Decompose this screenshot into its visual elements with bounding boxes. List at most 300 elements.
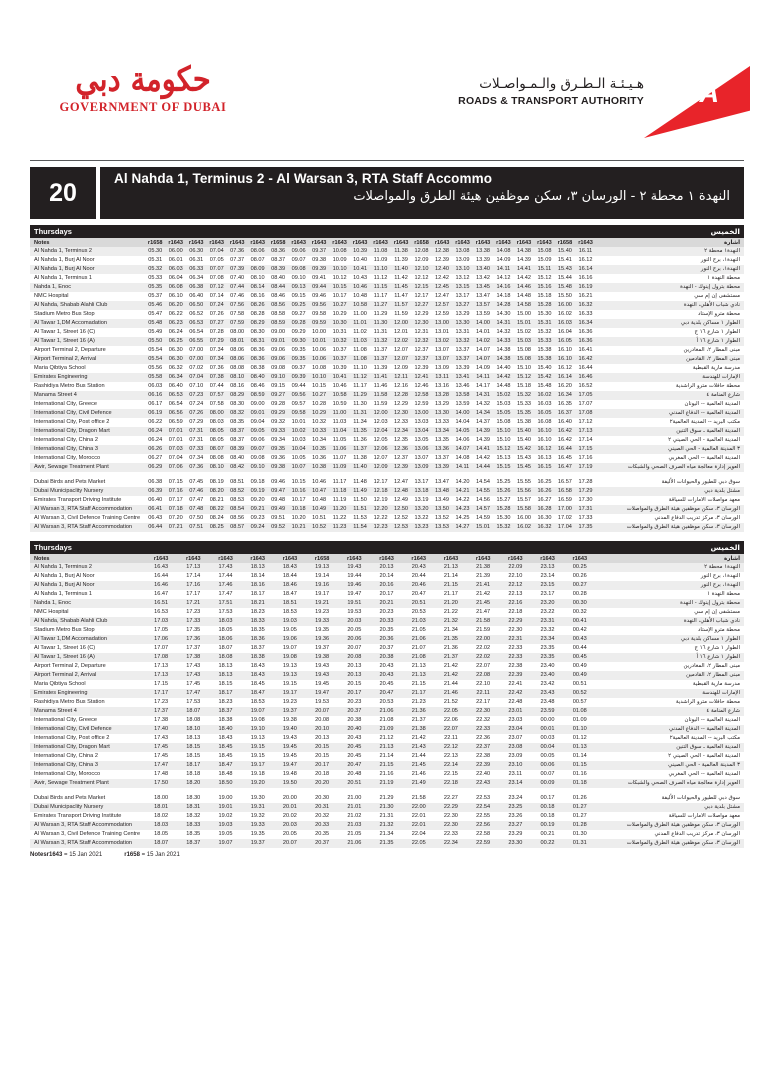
- departure-time: 22.14: [435, 761, 467, 770]
- departure-time: 15.01: [514, 319, 534, 328]
- stop-name: Manama Street 4: [30, 707, 145, 716]
- departure-time: 16.32: [534, 523, 554, 532]
- departure-time: 16.25: [537, 479, 552, 486]
- header-divider: [30, 160, 744, 161]
- departure-time: 08.35: [230, 419, 245, 426]
- departure-time: 15.28: [493, 505, 513, 514]
- stop-name: Emirates Engineering: [30, 373, 145, 382]
- departure-time: 10.43: [353, 275, 368, 282]
- departure-time: 06.38: [186, 283, 206, 292]
- departure-time: 22.42: [499, 689, 531, 698]
- departure-time: 14.30: [496, 311, 511, 318]
- departure-time: 14.55: [473, 487, 493, 496]
- departure-time: 10.27: [329, 301, 349, 310]
- departure-time: 15.33: [516, 401, 531, 408]
- departure-time: 20.13: [315, 735, 330, 742]
- table-row: [30, 617, 744, 626]
- stop-name: Al Warsan 3, RTA Staff Accommodation: [30, 505, 145, 514]
- departure-time: 21.22: [443, 609, 458, 616]
- table-row: [30, 436, 744, 445]
- departure-time: 20.15: [347, 681, 362, 688]
- departure-time: 10.36: [312, 455, 327, 462]
- departure-time: 08.40: [230, 455, 245, 462]
- departure-time: 17.30: [578, 497, 593, 504]
- departure-time: 20.43: [347, 735, 362, 742]
- departure-time: 16.08: [537, 419, 552, 426]
- departure-time: 13.57: [473, 301, 493, 310]
- departure-time: 13.27: [452, 301, 472, 310]
- departure-time: 18.43: [218, 735, 233, 742]
- day-label: Thursdays: [30, 541, 370, 554]
- departure-time: 15.18: [516, 383, 531, 390]
- departure-time: 09.25: [288, 301, 308, 310]
- departure-time: 19.48: [282, 771, 297, 778]
- departure-time: 01.28: [564, 821, 596, 830]
- departure-time: 19.43: [306, 671, 338, 680]
- departure-time: 19.38: [306, 653, 338, 662]
- trip-note-15: r1643: [432, 238, 452, 247]
- departure-time: 22.41: [508, 681, 523, 688]
- stop-name: Emirates Transport Driving Institute: [34, 497, 122, 504]
- departure-time: 07.58: [209, 401, 224, 408]
- trip-note-2: r1643: [177, 554, 209, 563]
- departure-time: 13.37: [452, 355, 472, 364]
- departure-time: 22.59: [467, 839, 499, 848]
- departure-time: 23.24: [508, 795, 523, 802]
- departure-time: 15.33: [534, 337, 554, 346]
- departure-time: 20.07: [306, 707, 338, 716]
- departure-time: 16.04: [557, 329, 572, 336]
- departure-time: 15.38: [516, 419, 531, 426]
- departure-time: 12.05: [373, 437, 388, 444]
- departure-time: 01.08: [564, 707, 596, 716]
- departure-time: 20.07: [274, 839, 306, 848]
- departure-time: 12.16: [394, 383, 409, 390]
- departure-time: 14.37: [475, 419, 490, 426]
- departure-time: 14.11: [473, 373, 493, 382]
- stop-name: Stadium Metro Bus Stop: [34, 311, 95, 318]
- departure-time: 13.05: [414, 437, 429, 444]
- departure-time: 11.37: [350, 445, 370, 454]
- departure-time: 14.00: [473, 319, 493, 328]
- departure-time: 10.00: [312, 329, 327, 336]
- departure-time: 09.28: [271, 401, 286, 408]
- departure-time: 06.59: [168, 419, 183, 426]
- departure-time: 23.34: [531, 635, 563, 644]
- departure-time: 23.20: [531, 599, 563, 608]
- departure-time: 11.00: [353, 311, 367, 318]
- departure-time: 19.07: [282, 645, 297, 652]
- departure-time: 14.27: [452, 523, 472, 532]
- departure-time: 15.18: [537, 293, 552, 300]
- departure-time: 20.38: [347, 717, 362, 724]
- departure-time: 05.47: [148, 311, 163, 318]
- table-row: [30, 355, 744, 364]
- departure-time: 11.00: [329, 409, 349, 418]
- departure-time: 19.45: [274, 743, 306, 752]
- stop-name-arabic: النهدة١، برج النور: [700, 257, 740, 264]
- departure-time: 09.04: [250, 419, 265, 426]
- departure-time: 07.48: [186, 505, 206, 514]
- departure-time: 07.27: [206, 319, 226, 328]
- departure-time: 23.40: [531, 671, 563, 680]
- departure-time: 15.38: [537, 347, 552, 354]
- departure-time: 12.50: [391, 505, 411, 514]
- departure-time: 14.09: [496, 257, 511, 264]
- departure-time: 23.35: [540, 645, 555, 652]
- departure-time: 22.37: [467, 743, 499, 752]
- departure-time: 22.05: [435, 707, 467, 716]
- departure-time: 18.46: [274, 581, 306, 590]
- stop-name: Airport Terminal 2, Arrival: [30, 355, 145, 364]
- stop-name: Manama Street 4: [30, 391, 145, 400]
- departure-time: 21.44: [411, 753, 426, 760]
- departure-time: 07.07: [206, 265, 226, 274]
- departure-time: 15.48: [537, 383, 552, 390]
- departure-time: 19.33: [242, 821, 274, 830]
- departure-time: 08.40: [271, 275, 286, 282]
- column-header-row: [30, 554, 744, 563]
- departure-time: 01.13: [564, 743, 596, 752]
- departure-time: 14.41: [514, 265, 534, 274]
- departure-time: 09.35: [288, 355, 308, 364]
- departure-time: 11.09: [373, 257, 388, 264]
- trip-note-20: r1643: [534, 238, 554, 247]
- departure-time: 17.37: [145, 707, 177, 716]
- departure-time: 15.48: [555, 283, 575, 292]
- departure-time: 22.38: [476, 753, 491, 760]
- departure-time: 22.58: [476, 831, 491, 838]
- departure-time: 15.41: [557, 257, 572, 264]
- departure-time: 19.47: [306, 689, 338, 698]
- departure-time: 08.58: [271, 311, 286, 318]
- departure-time: 20.40: [338, 725, 370, 734]
- departure-time: 10.40: [353, 257, 368, 264]
- stop-name-arabic: العوير إدارة معالجة مياه الصرف الصحي والشبكات: [596, 463, 744, 472]
- departure-time: 15.09: [537, 257, 552, 264]
- departure-time: 08.56: [230, 515, 245, 522]
- departure-time: 15.16: [534, 283, 554, 292]
- departure-time: 20.16: [370, 581, 402, 590]
- departure-time: 19.32: [250, 813, 265, 820]
- departure-time: 18.08: [209, 653, 241, 662]
- departure-time: 09.10: [291, 275, 306, 282]
- departure-time: 10.48: [312, 497, 327, 504]
- table-row: [30, 743, 744, 752]
- departure-time: 06.40: [168, 383, 183, 390]
- departure-time: 19.18: [250, 771, 265, 778]
- departure-time: 09.08: [288, 265, 308, 274]
- departure-time: 09.35: [268, 445, 288, 454]
- notes-column-label-arabic: اشارة: [596, 238, 744, 247]
- departure-time: 18.08: [186, 717, 201, 724]
- departure-time: 06.34: [165, 373, 185, 382]
- departure-time: 19.44: [347, 573, 362, 580]
- departure-time: 18.30: [186, 795, 201, 802]
- departure-time: 08.30: [250, 329, 265, 336]
- departure-time: 12.31: [414, 329, 429, 336]
- departure-time: 10.09: [332, 257, 347, 264]
- stop-name-arabic: المدينة العالمية -- اليونان: [684, 717, 740, 724]
- departure-time: 19.21: [306, 599, 338, 608]
- departure-time: 00.18: [540, 813, 555, 820]
- departure-time: 19.07: [242, 707, 274, 716]
- departure-time: 19.15: [242, 743, 274, 752]
- departure-time: 18.53: [250, 699, 265, 706]
- departure-time: 06.16: [145, 391, 165, 400]
- departure-time: 10.06: [309, 355, 329, 364]
- departure-time: 06.31: [189, 257, 204, 264]
- departure-time: 13.20: [411, 505, 431, 514]
- departure-time: 00.44: [572, 645, 587, 652]
- departure-time: 09.06: [271, 347, 286, 354]
- departure-time: 20.37: [306, 839, 338, 848]
- departure-time: 17.13: [154, 663, 169, 670]
- stop-name-arabic: مكتب البريد -- المدينة العالمية٢: [669, 419, 740, 426]
- departure-time: 15.15: [493, 463, 513, 472]
- departure-time: 09.44: [291, 383, 306, 390]
- departure-time: 08.06: [227, 355, 247, 364]
- departure-time: 10.20: [291, 515, 306, 522]
- departure-time: 21.14: [443, 573, 458, 580]
- departure-time: 21.45: [467, 599, 499, 608]
- departure-time: 06.24: [148, 437, 163, 444]
- table-row: [30, 635, 744, 644]
- departure-time: 09.18: [250, 479, 265, 486]
- footer-notes-label: Notes: [30, 852, 47, 858]
- departure-time: 12.08: [411, 247, 431, 256]
- table-row: [30, 752, 744, 761]
- stop-name-arabic: الورسان ٣، سكن موظفين هيئة الطرق والمواصلات: [596, 505, 744, 514]
- departure-time: 18.13: [186, 735, 201, 742]
- stop-name: International City, China 2: [34, 753, 98, 760]
- departure-time: 21.03: [338, 821, 370, 830]
- departure-time: 16.36: [575, 337, 596, 346]
- departure-time: 11.31: [373, 329, 388, 336]
- stop-name: Al Warsan 3, Civil Defence Training Centre: [34, 831, 141, 838]
- timetable-page: [0, 59, 768, 1068]
- departure-time: 11.15: [370, 283, 390, 292]
- departure-time: 08.10: [206, 463, 226, 472]
- departure-time: 15.30: [496, 515, 511, 522]
- departure-time: 21.13: [370, 743, 402, 752]
- stop-name-arabic: النهدة١، برج النور: [596, 265, 744, 274]
- departure-time: 08.06: [247, 247, 267, 256]
- departure-time: 18.36: [242, 635, 274, 644]
- departure-time: 11.17: [373, 293, 388, 300]
- departure-time: 09.24: [247, 523, 267, 532]
- departure-time: 14.39: [516, 257, 531, 264]
- departure-time: 18.07: [218, 645, 233, 652]
- route-title-block: [100, 167, 744, 219]
- departure-time: 18.23: [250, 609, 265, 616]
- departure-time: 22.10: [508, 573, 523, 580]
- departure-time: 19.23: [315, 609, 330, 616]
- departure-time: 08.37: [227, 427, 247, 436]
- table-row: [30, 716, 744, 725]
- rta-wordmark-text: [458, 76, 644, 107]
- departure-time: 13.39: [432, 463, 452, 472]
- table-row: [30, 505, 744, 514]
- departure-time: 08.31: [247, 337, 267, 346]
- departure-time: 07.15: [168, 479, 183, 486]
- departure-time: 21.46: [411, 771, 426, 778]
- departure-time: 19.51: [338, 599, 370, 608]
- departure-time: 01.14: [572, 753, 587, 760]
- departure-time: 10.51: [312, 515, 327, 522]
- departure-time: 07.36: [209, 365, 224, 372]
- departure-time: 21.02: [347, 813, 362, 820]
- departure-time: 18.03: [145, 821, 177, 830]
- departure-time: 14.07: [475, 347, 490, 354]
- stop-name: Al Nahda 1, Burj Al Noor: [30, 581, 145, 590]
- departure-time: 20.15: [306, 743, 338, 752]
- gov-logo-arabic: حكومة دبي: [75, 59, 211, 99]
- departure-time: 10.16: [288, 487, 308, 496]
- departure-time: 15.42: [514, 445, 534, 454]
- departure-time: 16.02: [557, 311, 572, 318]
- departure-time: 10.49: [309, 505, 329, 514]
- departure-time: 23.25: [499, 803, 531, 812]
- departure-time: 20.51: [338, 779, 370, 788]
- departure-time: 20.46: [403, 581, 435, 590]
- table-row: [30, 265, 744, 274]
- departure-time: 06.53: [186, 319, 206, 328]
- departure-time: 12.10: [411, 265, 431, 274]
- departure-time: 10.15: [291, 479, 306, 486]
- table-row: [30, 346, 744, 355]
- departure-time: 18.47: [242, 689, 274, 698]
- departure-time: 19.17: [274, 689, 306, 698]
- departure-time: 10.08: [312, 365, 327, 372]
- departure-time: 22.30: [435, 821, 467, 830]
- departure-time: 12.04: [370, 427, 390, 436]
- departure-time: 13.52: [435, 515, 450, 522]
- departure-time: 08.01: [227, 337, 247, 346]
- departure-time: 13.39: [475, 257, 490, 264]
- departure-time: 17.23: [154, 699, 169, 706]
- departure-time: 09.07: [291, 257, 306, 264]
- departure-time: 15.03: [496, 401, 511, 408]
- departure-time: 21.37: [411, 717, 426, 724]
- departure-time: 09.47: [268, 487, 288, 496]
- departure-time: 07.44: [209, 383, 224, 390]
- departure-time: 16.42: [575, 355, 596, 364]
- departure-time: 21.01: [338, 803, 370, 812]
- departure-time: 18.01: [145, 803, 177, 812]
- departure-time: 14.09: [475, 365, 490, 372]
- departure-time: 20.53: [411, 609, 426, 616]
- departure-time: 10.01: [309, 337, 329, 346]
- departure-time: 14.38: [514, 247, 534, 256]
- departure-time: 16.58: [555, 487, 575, 496]
- departure-time: 15.40: [555, 247, 575, 256]
- departure-time: 11.54: [350, 523, 370, 532]
- departure-time: 13.04: [411, 427, 431, 436]
- departure-time: 07.29: [189, 419, 204, 426]
- trip-note-9: r1643: [309, 238, 329, 247]
- departure-time: 16.37: [555, 409, 575, 418]
- departure-time: 17.43: [209, 563, 241, 572]
- departure-time: 17.13: [145, 671, 177, 680]
- departure-time: 07.47: [189, 497, 204, 504]
- stop-name: International City, Morocco: [34, 771, 101, 778]
- departure-time: 22.36: [476, 735, 491, 742]
- departure-time: 19.10: [242, 725, 274, 734]
- departure-time: 09.35: [291, 347, 306, 354]
- departure-time: 20.01: [274, 803, 306, 812]
- table-row: [30, 373, 744, 382]
- table-row: [30, 662, 744, 671]
- departure-time: 09.33: [268, 427, 288, 436]
- departure-time: 07.59: [227, 319, 247, 328]
- departure-time: 22.09: [499, 563, 531, 572]
- timetable-morning: [30, 225, 744, 532]
- departure-time: 15.01: [473, 523, 493, 532]
- departure-time: 09.48: [271, 497, 286, 504]
- departure-time: 07.28: [209, 329, 224, 336]
- trip-note-18: r1643: [493, 238, 513, 247]
- departure-time: 07.44: [227, 283, 247, 292]
- rta-arabic-name: هـيـئـة الـطـرق والـمـواصـلات: [479, 76, 644, 92]
- departure-time: 13.01: [435, 329, 450, 336]
- departure-time: 08.00: [230, 329, 245, 336]
- departure-time: 20.00: [282, 795, 297, 802]
- table-row: [30, 409, 744, 418]
- stop-name: Al Tawar 1,DM Accomadation: [30, 319, 145, 328]
- departure-time: 22.56: [467, 821, 499, 830]
- departure-time: 18.33: [177, 821, 209, 830]
- stop-name-arabic: الورسان ٣، سكن موظفين هيئة الطرق والمواصلات: [596, 821, 744, 830]
- departure-time: 18.06: [209, 635, 241, 644]
- departure-time: 13.40: [473, 265, 493, 274]
- departure-time: 12.58: [411, 391, 431, 400]
- departure-time: 17.05: [154, 627, 169, 634]
- departure-time: 20.03: [274, 821, 306, 830]
- departure-time: 00.09: [531, 779, 563, 788]
- departure-time: 18.05: [154, 831, 169, 838]
- departure-time: 11.59: [394, 311, 408, 318]
- trip-note-5: r1643: [227, 238, 247, 247]
- departure-time: 10.29: [309, 409, 329, 418]
- departure-time: 16.42: [555, 427, 575, 436]
- departure-time: 06.38: [148, 479, 163, 486]
- departure-time: 07.40: [230, 275, 245, 282]
- table-row: [30, 653, 744, 662]
- departure-time: 23.27: [499, 821, 531, 830]
- stop-name-arabic: الإمارات للهندسة: [596, 373, 744, 382]
- departure-time: 01.18: [564, 779, 596, 788]
- departure-time: 10.10: [329, 265, 349, 274]
- departure-time: 14.21: [452, 487, 472, 496]
- departure-time: 07.06: [165, 463, 185, 472]
- notes-column-label: Notes: [30, 554, 145, 563]
- departure-time: 16.03: [555, 319, 575, 328]
- departure-time: 08.00: [206, 409, 226, 418]
- departure-time: 06.30: [186, 247, 206, 256]
- stop-name-arabic: المدينة العالمية -- اليونان: [684, 401, 740, 408]
- departure-time: 17.40: [145, 725, 177, 734]
- stop-name-arabic: شارع المنامة ٤: [596, 391, 744, 400]
- departure-time: 17.21: [177, 599, 209, 608]
- departure-time: 19.23: [282, 699, 297, 706]
- departure-time: 13.39: [455, 365, 470, 372]
- departure-time: 22.04: [411, 831, 426, 838]
- departure-time: 08.37: [230, 437, 245, 444]
- stop-name-arabic: المدينة العالمية -- الحي المغربي: [668, 771, 740, 778]
- departure-time: 23.43: [531, 689, 563, 698]
- government-of-dubai-logo: [48, 59, 238, 115]
